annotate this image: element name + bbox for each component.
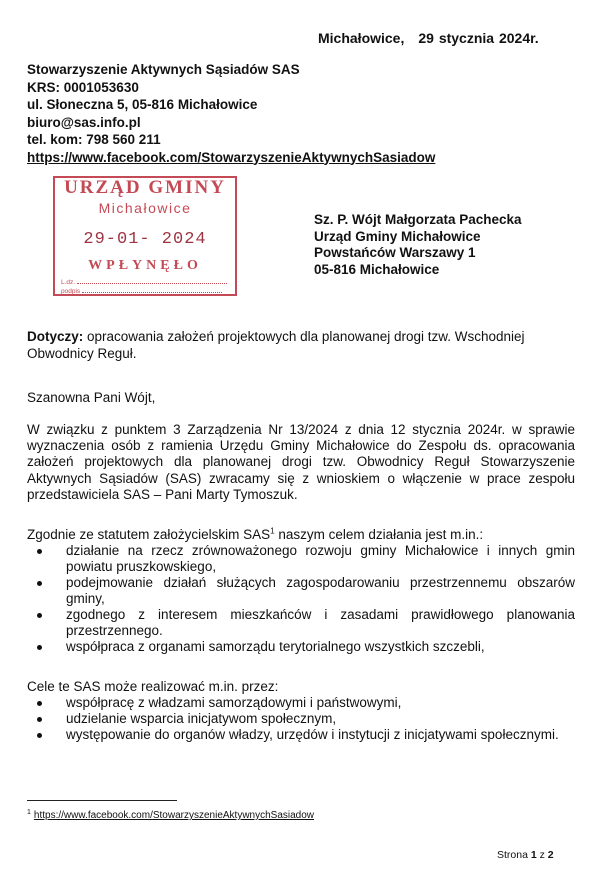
page-number: Strona 1 z 2 [497,849,554,861]
stamp-subtitle: Michałowice [98,200,192,216]
page-total: 2 [547,849,554,861]
received-stamp [53,176,237,296]
footnote-ref: 1 [270,526,275,536]
stamp-date: 29-01- 2024 [83,230,207,249]
list-item: udzielanie wsparcia inicjatywom społecznym, [27,711,575,727]
paragraph-request: W związku z punktem 3 Zarządzenia Nr 13/2024 z dnia 12 stycznia 2024r. w sprawie wyznaczenia osób z ramienia Urzędu Gminy Michałowice do Zespołu ds. opracowania założeń projektowych dla planowanej drogi tzw. Obwodnicy Reguł Stowarzyszenie Aktywnych Sąsiadów (SAS) zwracamy się z wnioskiem o włączenie w prace zespołu przedstawiciela SAS – Pani Marty Tymoszuk. [27,422,575,502]
goals-list [27,543,575,655]
letter-date: 29 stycznia 2024r. [418,30,539,46]
stamp-received: WPŁYNĘŁO [88,258,202,273]
methods-list [27,695,575,743]
subject-line [27,329,573,362]
list-item: działanie na rzecz zrównoważonego rozwoju gminy Michałowice i innych gmin powiatu pruszkowskiego, [27,543,575,575]
list-item: współpracę z władzami samorządowymi i państwowymi, [27,695,575,711]
recipient-line: 05-816 Michałowice [314,261,440,277]
sender-block [27,61,435,166]
recipient-line: Sz. P. Wójt Małgorzata Pachecka [314,212,522,227]
recipient-line: Powstańców Warszawy 1 [314,245,476,260]
list-item: zgodnego z interesem mieszkańców i zasadami prawidłowego planowania przestrzennego. [27,607,575,639]
place-and-date [318,30,539,46]
sender-email: biuro@sas.info.pl [27,114,141,130]
page-current: 1 [530,849,537,861]
recipient-line: Urząd Gminy Michałowice [314,228,481,244]
footnote-number: 1 [27,808,31,816]
recipient-block [314,212,522,278]
paragraph-methods-intro: Cele te SAS może realizować m.in. przez: [27,679,279,694]
footnote [27,810,314,822]
subject-label: Dotyczy: [27,329,84,344]
subject-text: opracowania założeń projektowych dla planowanej drogi tzw. Wschodniej Obwodnicy Reguł. [27,329,525,361]
place: Michałowice, [318,30,405,46]
stamp-title: URZĄD GMINY [64,177,226,198]
stamp-line-signature: podpis [61,287,229,296]
sender-phone: tel. kom: 798 560 211 [27,132,161,147]
list-item: współpraca z organami samorządu terytorialnego wszystkich szczebli, [27,639,575,655]
sender-name: Stowarzyszenie Aktywnych Sąsiadów SAS [27,62,300,77]
stamp-line-ldz: L.dz. [61,278,229,287]
salutation: Szanowna Pani Wójt, [27,390,156,405]
list-item: podejmowanie działań służących zagospodarowaniu przestrzennemu obszarów gminy, [27,575,575,607]
sender-address: ul. Słoneczna 5, 05-816 Michałowice [27,97,258,112]
footnote-link[interactable]: https://www.facebook.com/StowarzyszenieAktywnychSasiadow [33,810,315,821]
sender-facebook-link[interactable]: https://www.facebook.com/StowarzyszenieAktywnychSasiadow [27,149,436,165]
footnote-divider [27,800,177,801]
list-item: występowanie do organów władzy, urzędów i instytucji z inicjatywami społecznymi. [27,727,575,743]
paragraph-goals-intro: Zgodnie ze statutem założycielskim SAS$^1$ naszym celem działania jest m.in.: [27,526,484,542]
sender-krs: KRS: 0001053630 [27,79,139,95]
